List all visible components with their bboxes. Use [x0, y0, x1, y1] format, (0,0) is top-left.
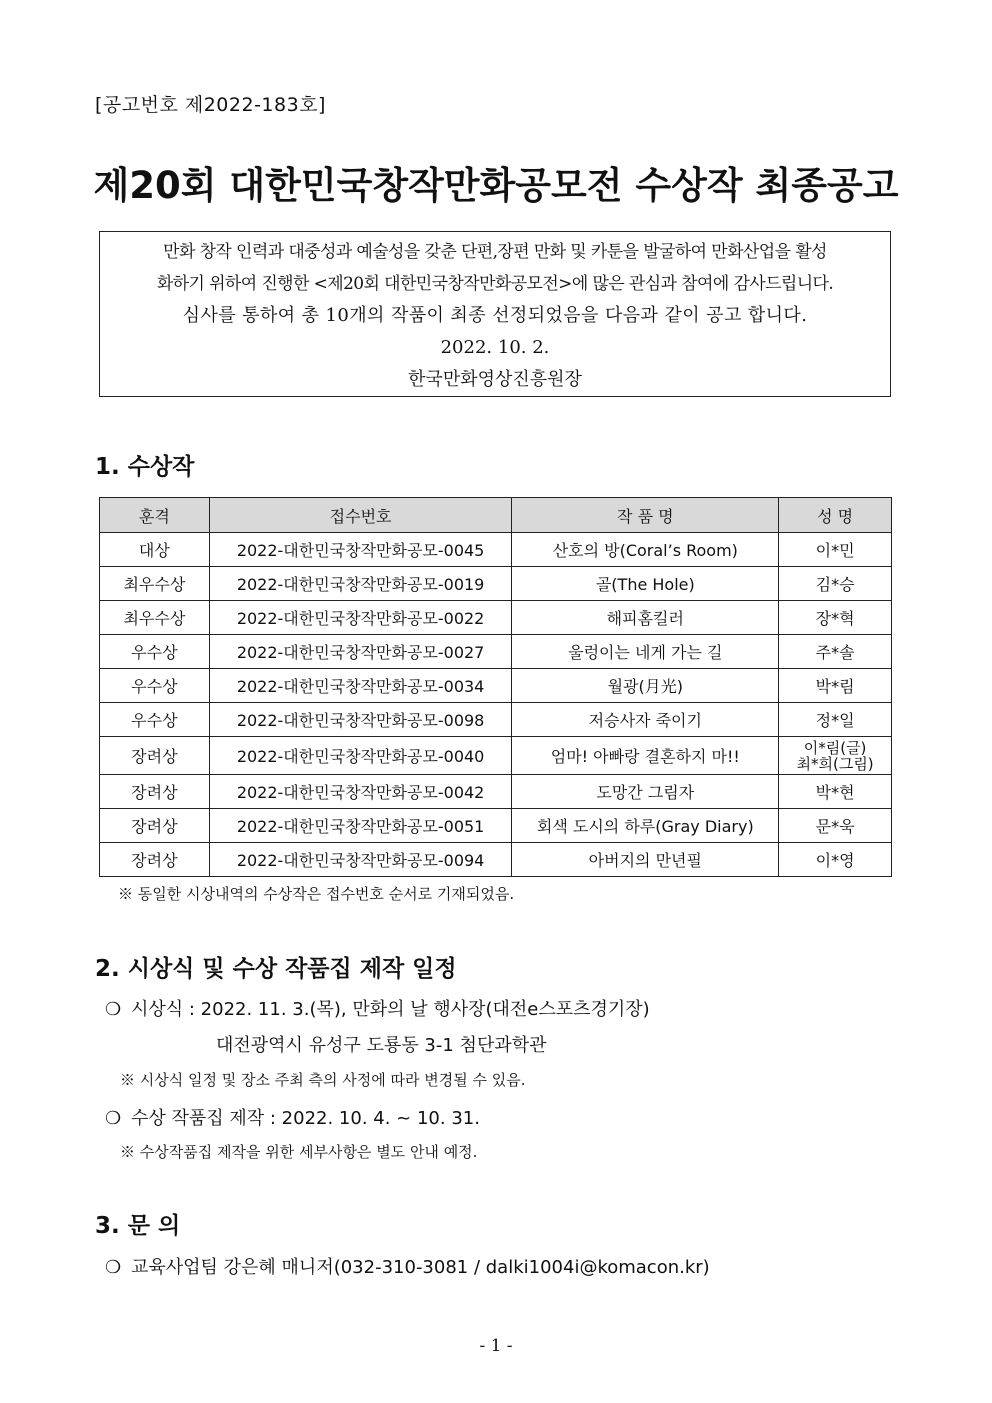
name-cell: 박*현	[779, 775, 892, 809]
section-schedule-heading: 2. 시상식 및 수상 작품집 제작 일정	[95, 956, 457, 982]
book-note: ※ 수상작품집 제작을 위한 세부사항은 별도 안내 예정.	[120, 1143, 478, 1161]
bullet-circle-icon: ❍	[105, 999, 122, 1020]
intro-line-1: 만화 창작 인력과 대중성과 예술성을 갖춘 단편,장편 만화 및 카툰을 발굴하여 만화산업을 활성	[163, 242, 827, 262]
venue-address: 대전광역시 유성구 도룡동 3-1 첨단과학관	[216, 1035, 547, 1056]
table-row	[100, 601, 892, 635]
award-cell: 장려상	[100, 843, 210, 877]
award-cell: 최우수상	[100, 567, 210, 601]
name-cell: 이*영	[779, 843, 892, 877]
number-cell: 2022-대한민국창작만화공모-0098	[209, 703, 512, 737]
table-row	[100, 703, 892, 737]
intro-box	[99, 231, 891, 397]
number-cell: 2022-대한민국창작만화공모-0034	[209, 669, 512, 703]
name-artist: 최*희(그림)	[796, 754, 874, 773]
col-header-number: 접수번호	[209, 498, 512, 533]
work-cell: 저승사자 죽이기	[512, 703, 779, 737]
table-row	[100, 809, 892, 843]
ceremony-item	[105, 995, 650, 1021]
work-cell: 회색 도시의 하루(Gray Diary)	[512, 809, 779, 843]
col-header-name: 성 명	[779, 498, 892, 533]
number-cell: 2022-대한민국창작만화공모-0027	[209, 635, 512, 669]
name-cell: 박*림	[779, 669, 892, 703]
award-cell: 장려상	[100, 775, 210, 809]
table-row	[100, 635, 892, 669]
awards-table	[99, 497, 892, 877]
book-item	[105, 1104, 480, 1130]
contact-text: 교육사업팀 강은혜 매니저(032-310-3081 / dalki1004i@komacon.kr)	[131, 1257, 710, 1278]
award-cell: 우수상	[100, 669, 210, 703]
intro-line-2: 화하기 위하여 진행한 <제20회 대한민국창작만화공모전>에 많은 관심과 참여에 감사드립니다.	[156, 274, 834, 294]
ceremony-text: 시상식 : 2022. 11. 3.(목), 만화의 날 행사장(대전e스포츠경기장)	[131, 999, 650, 1020]
number-cell: 2022-대한민국창작만화공모-0051	[209, 809, 512, 843]
number-cell: 2022-대한민국창작만화공모-0045	[209, 533, 512, 567]
table-row	[100, 533, 892, 567]
table-row	[100, 669, 892, 703]
intro-issuer: 한국만화영상진흥원장	[408, 369, 582, 390]
work-cell: 울렁이는 네게 가는 길	[512, 635, 779, 669]
table-row	[100, 737, 892, 775]
award-cell: 우수상	[100, 703, 210, 737]
col-header-work: 작 품 명	[512, 498, 779, 533]
name-cell: 장*혁	[779, 601, 892, 635]
award-cell: 장려상	[100, 809, 210, 843]
award-cell: 대상	[100, 533, 210, 567]
table-row	[100, 775, 892, 809]
ceremony-note: ※ 시상식 일정 및 장소 주최 측의 사정에 따라 변경될 수 있음.	[120, 1071, 526, 1089]
work-cell: 월광(月光)	[512, 669, 779, 703]
name-cell: 김*승	[779, 567, 892, 601]
work-cell: 골(The Hole)	[512, 567, 779, 601]
work-cell: 산호의 방(Coral’s Room)	[512, 533, 779, 567]
table-row	[100, 567, 892, 601]
award-cell: 최우수상	[100, 601, 210, 635]
book-text: 수상 작품집 제작 : 2022. 10. 4. ~ 10. 31.	[131, 1108, 480, 1129]
bullet-circle-icon: ❍	[105, 1108, 122, 1129]
award-cell: 우수상	[100, 635, 210, 669]
name-writer: 이*림(글)	[803, 738, 867, 757]
table-header-row	[100, 498, 892, 533]
work-cell: 아버지의 만년필	[512, 843, 779, 877]
work-cell: 해피홈킬러	[512, 601, 779, 635]
page-number: - 1 -	[479, 1336, 513, 1356]
table-footnote: ※ 동일한 시상내역의 수상작은 접수번호 순서로 기재되었음.	[118, 885, 515, 903]
name-cell: 정*일	[779, 703, 892, 737]
section-awards-heading: 1. 수상작	[95, 454, 195, 480]
page-title: 제20회 대한민국창작만화공모전 수상작 최종공고	[93, 164, 899, 207]
name-cell: 이*민	[779, 533, 892, 567]
contact-item	[105, 1253, 710, 1279]
number-cell: 2022-대한민국창작만화공모-0022	[209, 601, 512, 635]
bullet-circle-icon: ❍	[105, 1257, 122, 1278]
name-cell: 문*욱	[779, 809, 892, 843]
work-cell: 도망간 그림자	[512, 775, 779, 809]
work-cell: 엄마! 아빠랑 결혼하지 마!!	[512, 737, 779, 775]
col-header-award: 훈격	[100, 498, 210, 533]
table-row	[100, 843, 892, 877]
intro-date: 2022. 10. 2.	[440, 337, 550, 358]
number-cell: 2022-대한민국창작만화공모-0094	[209, 843, 512, 877]
number-cell: 2022-대한민국창작만화공모-0040	[209, 737, 512, 775]
section-contact-heading: 3. 문 의	[95, 1213, 181, 1239]
number-cell: 2022-대한민국창작만화공모-0019	[209, 567, 512, 601]
number-cell: 2022-대한민국창작만화공모-0042	[209, 775, 512, 809]
award-cell: 장려상	[100, 737, 210, 775]
notice-number: [공고번호 제2022-183호]	[95, 94, 326, 116]
name-cell: 주*솔	[779, 635, 892, 669]
name-cell	[779, 737, 892, 775]
intro-line-3: 심사를 통하여 총 10개의 작품이 최종 선정되었음을 다음과 같이 공고 합니다.	[182, 305, 808, 326]
